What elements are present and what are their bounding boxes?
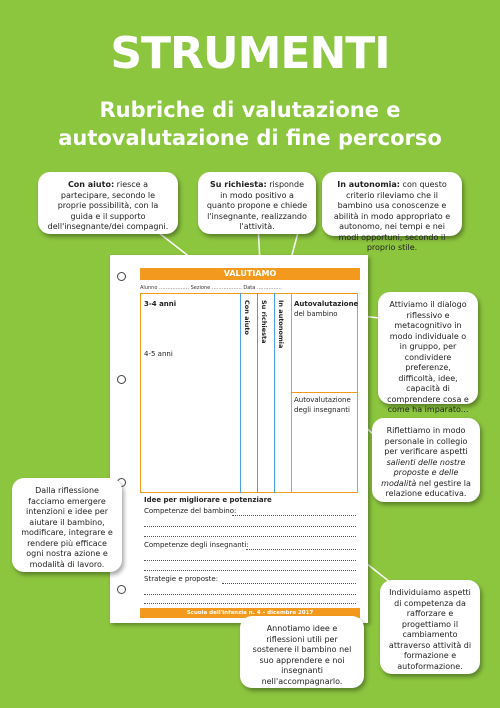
binder-hole (117, 272, 126, 281)
sheet-footer: Scuola dell'infanzia n. 4 – dicembre 2017 (140, 608, 360, 618)
age-row-4-5: 4-5 anni (144, 350, 173, 358)
column-header-con-aiuto: Con aiuto (243, 300, 251, 335)
callout-collegio (372, 418, 480, 502)
callout-su-richiesta (198, 172, 316, 234)
sheet-meta-row: Alunno ……………… Sezione ……………… Data …………… (140, 285, 282, 291)
age-row-3-4: 3-4 anni (144, 300, 177, 308)
callout-con-aiuto-text: riesce a partecipare, secondo le proprie possibilità, con la guida e il supporto dell'insegnante/dei compagni. (47, 180, 169, 231)
column-divider (240, 293, 241, 493)
callout-collegio-text-2: nel gestire la relazione educativa. (385, 478, 471, 498)
column-divider (274, 293, 275, 493)
callout-collegio-italic: salienti delle nostre proposte e delle modalità (381, 457, 466, 488)
callout-su-richiesta-bold: Su richiesta: (210, 180, 267, 189)
callout-su-richiesta-text: risponde in modo positivo a quanto propone e chiede l'insegnante, realizzando l'attività. (206, 180, 308, 231)
auto-bambino-l2: del bambino (294, 310, 338, 318)
callout-annotiamo: Annotiamo idee e riflessioni utili per sostenere il bambino nel suo apprendere e noi insegnanti nell'accompagnarlo. (240, 616, 364, 688)
row-divider (291, 392, 358, 393)
column-header-in-autonomia: In autonomia (277, 300, 285, 349)
binder-hole (117, 585, 126, 594)
competenze-bambino-label: Competenze del bambino: (144, 507, 237, 515)
column-divider (291, 293, 292, 493)
callout-collegio-text-1: Riflettiamo in modo personale in collegio per verificare aspetti (384, 426, 468, 456)
competenze-insegnanti-label: Competenze degli insegnanti: (144, 541, 249, 549)
strategie-label: Strategie e proposte: (144, 575, 219, 583)
auto-bambino-l1: Autovalutazione (294, 300, 359, 308)
callout-in-autonomia-bold: In autonomia: (337, 180, 401, 189)
page-title: STRUMENTI (110, 28, 390, 79)
callout-competenza: Individuiamo aspetti di competenza da rafforzare e progettiamo il cambiamento attraverso attività di formazione e autoformazione. (380, 580, 480, 674)
meta-alunno: Alunno (140, 285, 158, 291)
auto-insegnanti-l2: degli insegnanti (294, 406, 350, 414)
meta-data: Data (243, 285, 256, 291)
sheet-title: VALUTIAMO (223, 269, 277, 278)
callout-con-aiuto (38, 172, 178, 234)
idee-title: Idee per migliorare e potenziare (144, 496, 272, 504)
callout-riflessione: Dalla riflessione facciamo emergere intenzioni e idee per aiutare il bambino, modificare, integrare e rendere più efficace ogni nostra azione e modalità di lavoro. (12, 478, 122, 572)
callout-in-autonomia (322, 172, 462, 252)
column-header-su-richiesta: Su richiesta (260, 300, 268, 344)
meta-sezione: Sezione (190, 285, 211, 291)
subtitle-line-2: autovalutazione di fine percorso (58, 126, 442, 150)
callout-riflessivo: Attiviamo il dialogo riflessivo e metacognitivo in modo individuale o in gruppo, per condividere preferenze, difficoltà, idee, capacità di comprendere cosa e come ha imparato... (378, 292, 478, 404)
binder-hole (117, 375, 126, 384)
auto-insegnanti-l1: Autovalutazione (294, 396, 351, 404)
callout-con-aiuto-bold: Con aiuto: (67, 180, 115, 189)
subtitle-line-1: Rubriche di valutazione e (99, 98, 401, 122)
callout-in-autonomia-text: con questo criterio rileviamo che il bambino usa conoscenze e abilità in modo appropriato e autonomo, nei tempi e nei modi opportuni, secondo il proprio stile. (333, 180, 451, 252)
column-divider (257, 293, 258, 493)
